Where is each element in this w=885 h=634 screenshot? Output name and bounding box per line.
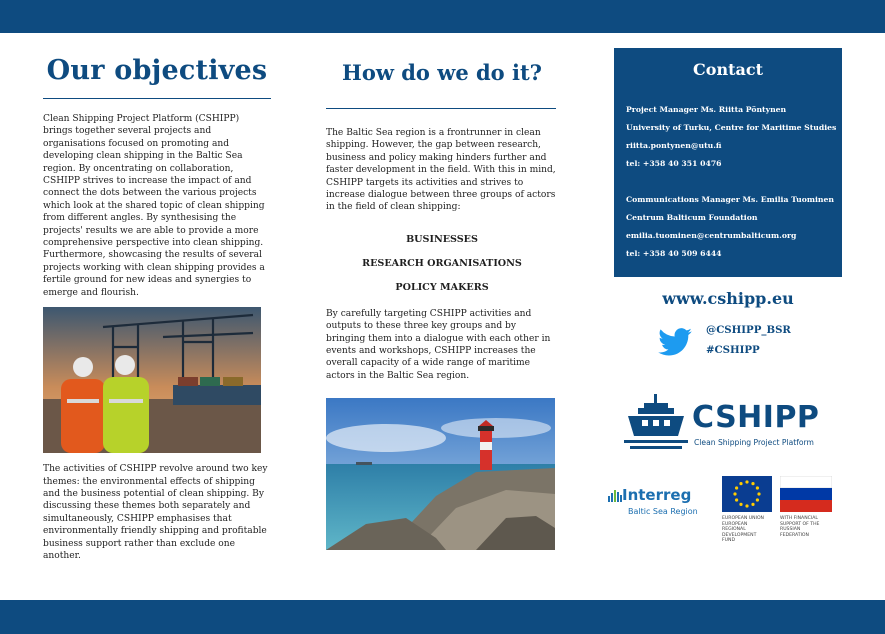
contact2-tel[interactable]: tel: +358 40 509 6444 (626, 249, 722, 258)
russia-flag-logo (780, 476, 832, 538)
twitter-bird-icon[interactable] (658, 328, 692, 360)
eu-flag-logo (722, 476, 772, 544)
eu-caption-2: EUROPEAN (722, 521, 748, 527)
contact1-org: University of Turku, Centre for Maritime Studies (626, 123, 837, 132)
ru-caption-4: FEDERATION (780, 532, 809, 538)
objectives-outro: The activities of CSHIPP revolve around two key themes: the environmental effects of shipping and the business potential of clean shipping. By discussing these themes both separately and simultaneously, CSHIPP emphasises that environmentally friendly shipping and profitable business support rather than exclude one another. (43, 464, 268, 561)
ru-caption-2: SUPPORT OF THE (780, 521, 820, 527)
group-businesses: BUSINESSES (406, 233, 478, 245)
contact2-role: Communications Manager Ms. Emilia Tuominen (626, 195, 834, 204)
objectives-intro: Clean Shipping Project Platform (CSHIPP) brings together several projects and organisations focused on promoting and developing clean shipping in the Baltic Sea region. By oncentrating on collaboration, CSHIPP strives to increase the impact of and connect the dots between the various projects which look at the shared topic of clean shipping from different angles. By synthesising the projects' results we are able to provide a more comprehensive perspective into clean shipping. Furthermore, showcasing the results of several projects working with clean shipping provides a fertile ground for new ideas and synergies to emerge and flourish. (43, 114, 265, 298)
objectives-divider (43, 98, 271, 99)
russia-flag-icon (780, 476, 832, 512)
twitter-handle[interactable]: @CSHIPP_BSR (706, 324, 791, 336)
ru-caption-3: RUSSIAN (780, 527, 801, 533)
contact-title: Contact (693, 60, 763, 79)
logo-tagline: Clean Shipping Project Platform (694, 438, 814, 447)
contact2-org: Centrum Balticum Foundation (626, 213, 758, 222)
group-policy: POLICY MAKERS (395, 281, 489, 293)
contact-column (614, 48, 842, 562)
eu-caption-1: EUROPEAN UNION (722, 516, 764, 521)
ship-icon (624, 394, 688, 452)
interreg-name: Interreg (622, 486, 692, 504)
logo-wordmark: CSHIPP (692, 400, 820, 435)
port-workers-photo (43, 307, 261, 453)
objectives-column (43, 36, 271, 562)
method-intro: The Baltic Sea region is a frontrunner in clean shipping. However, the gap between research, business and policy making hinders further and faster development in the field. With this in mind, CSHIPP targets its activities and strives to increase dialogue between three groups of actors in the field of clean shipping: (326, 128, 556, 213)
interreg-region: Baltic Sea Region (628, 507, 698, 516)
social-block (614, 316, 842, 370)
ru-caption-1: WITH FINANCIAL (780, 516, 818, 521)
contact1-email[interactable]: riitta.pontynen@utu.fi (626, 141, 722, 150)
method-column (326, 36, 558, 550)
contact1-role: Project Manager Ms. Riitta Pöntynen (626, 105, 787, 114)
website-link[interactable]: www.cshipp.eu (662, 289, 794, 308)
actor-groups (326, 228, 558, 300)
contact1-tel[interactable]: tel: +358 40 351 0476 (626, 159, 722, 168)
cshipp-logo (614, 394, 842, 460)
eu-caption-4: DEVELOPMENT (722, 532, 757, 538)
lighthouse-photo (326, 398, 555, 550)
objectives-title: Our objectives (46, 55, 268, 86)
method-title: How do we do it? (342, 60, 542, 85)
eu-caption-5: FUND (722, 538, 735, 544)
eu-flag-icon (722, 476, 772, 512)
method-divider (326, 108, 556, 109)
contact-box (614, 48, 842, 277)
twitter-hashtag[interactable]: #CSHIPP (706, 344, 760, 356)
top-band (0, 0, 885, 33)
contact2-email[interactable]: emilia.tuominen@centrumbalticum.org (626, 231, 797, 240)
bottom-band (0, 600, 885, 634)
eu-caption-3: REGIONAL (722, 527, 746, 533)
funder-logos (614, 482, 842, 562)
method-conclusion: By carefully targeting CSHIPP activities and outputs to these three key groups and by bringing them into a dialogue with each other in events and workshops, CSHIPP increases the overall capacity of a wide range of maritime actors in the Baltic Sea region. (326, 308, 551, 381)
group-research: RESEARCH ORGANISATIONS (362, 257, 522, 269)
